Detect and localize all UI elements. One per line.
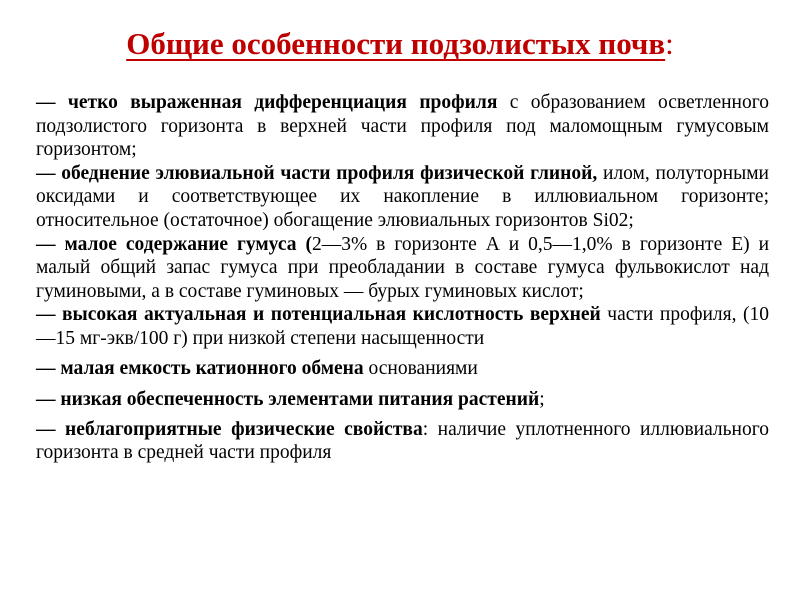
list-item-bold: — малая емкость катионного обмена xyxy=(36,357,364,379)
list-item-text: основаниями xyxy=(363,357,478,379)
list-item-text: : наличие уплотненного иллювиального горизонта в средней части профиля xyxy=(36,418,770,464)
slide-body xyxy=(36,91,769,465)
list-item-bold: — четко выраженная дифференциация профиля xyxy=(36,92,498,113)
list-item xyxy=(36,357,769,381)
list-item-text: с образованием осветленного подзолистого горизонта в верхней части профиля под маломощным гумусовым горизонтом; xyxy=(36,92,769,161)
slide-title-colon: : xyxy=(665,26,674,61)
list-item xyxy=(36,418,769,465)
list-item-text: 2—3% в горизонте А и 0,5—1,0% в горизонте Е) и малый общий запас гумуса при преобладании в составе гумуса фульвокислот над гуминовыми, а в составе гуминовых — бурых гуминовых кислот; xyxy=(36,233,770,302)
list-item xyxy=(36,91,769,162)
list-item-bold: — высокая актуальная и потенциальная кислотность верхней xyxy=(36,304,601,326)
list-item-text: илом, полуторными оксидами и соответствующее их накопление в иллювиальном горизонте; относительное (остаточное) обогащение элювиальных горизонтов Si02; xyxy=(36,162,769,231)
list-item-bold: — низкая обеспеченность элементами питания растений xyxy=(36,389,540,411)
list-item xyxy=(36,388,769,412)
list-item-text: части профиля, (10—15 мг-экв/100 г) при низкой степени насыщенности xyxy=(36,304,769,349)
list-item-bold: — обеднение элювиальной части профиля физической глиной, xyxy=(36,162,598,184)
list-item-text: ; xyxy=(539,389,545,411)
list-item-bold: — малое содержание гумуса ( xyxy=(36,233,312,255)
slide-title-text: Общие особенности подзолистых почв xyxy=(126,26,666,61)
slide-title xyxy=(0,22,800,66)
list-item xyxy=(36,162,769,233)
list-item-bold: — неблагоприятные физические свойства xyxy=(36,418,423,440)
list-item xyxy=(36,303,769,350)
list-item xyxy=(36,233,769,304)
